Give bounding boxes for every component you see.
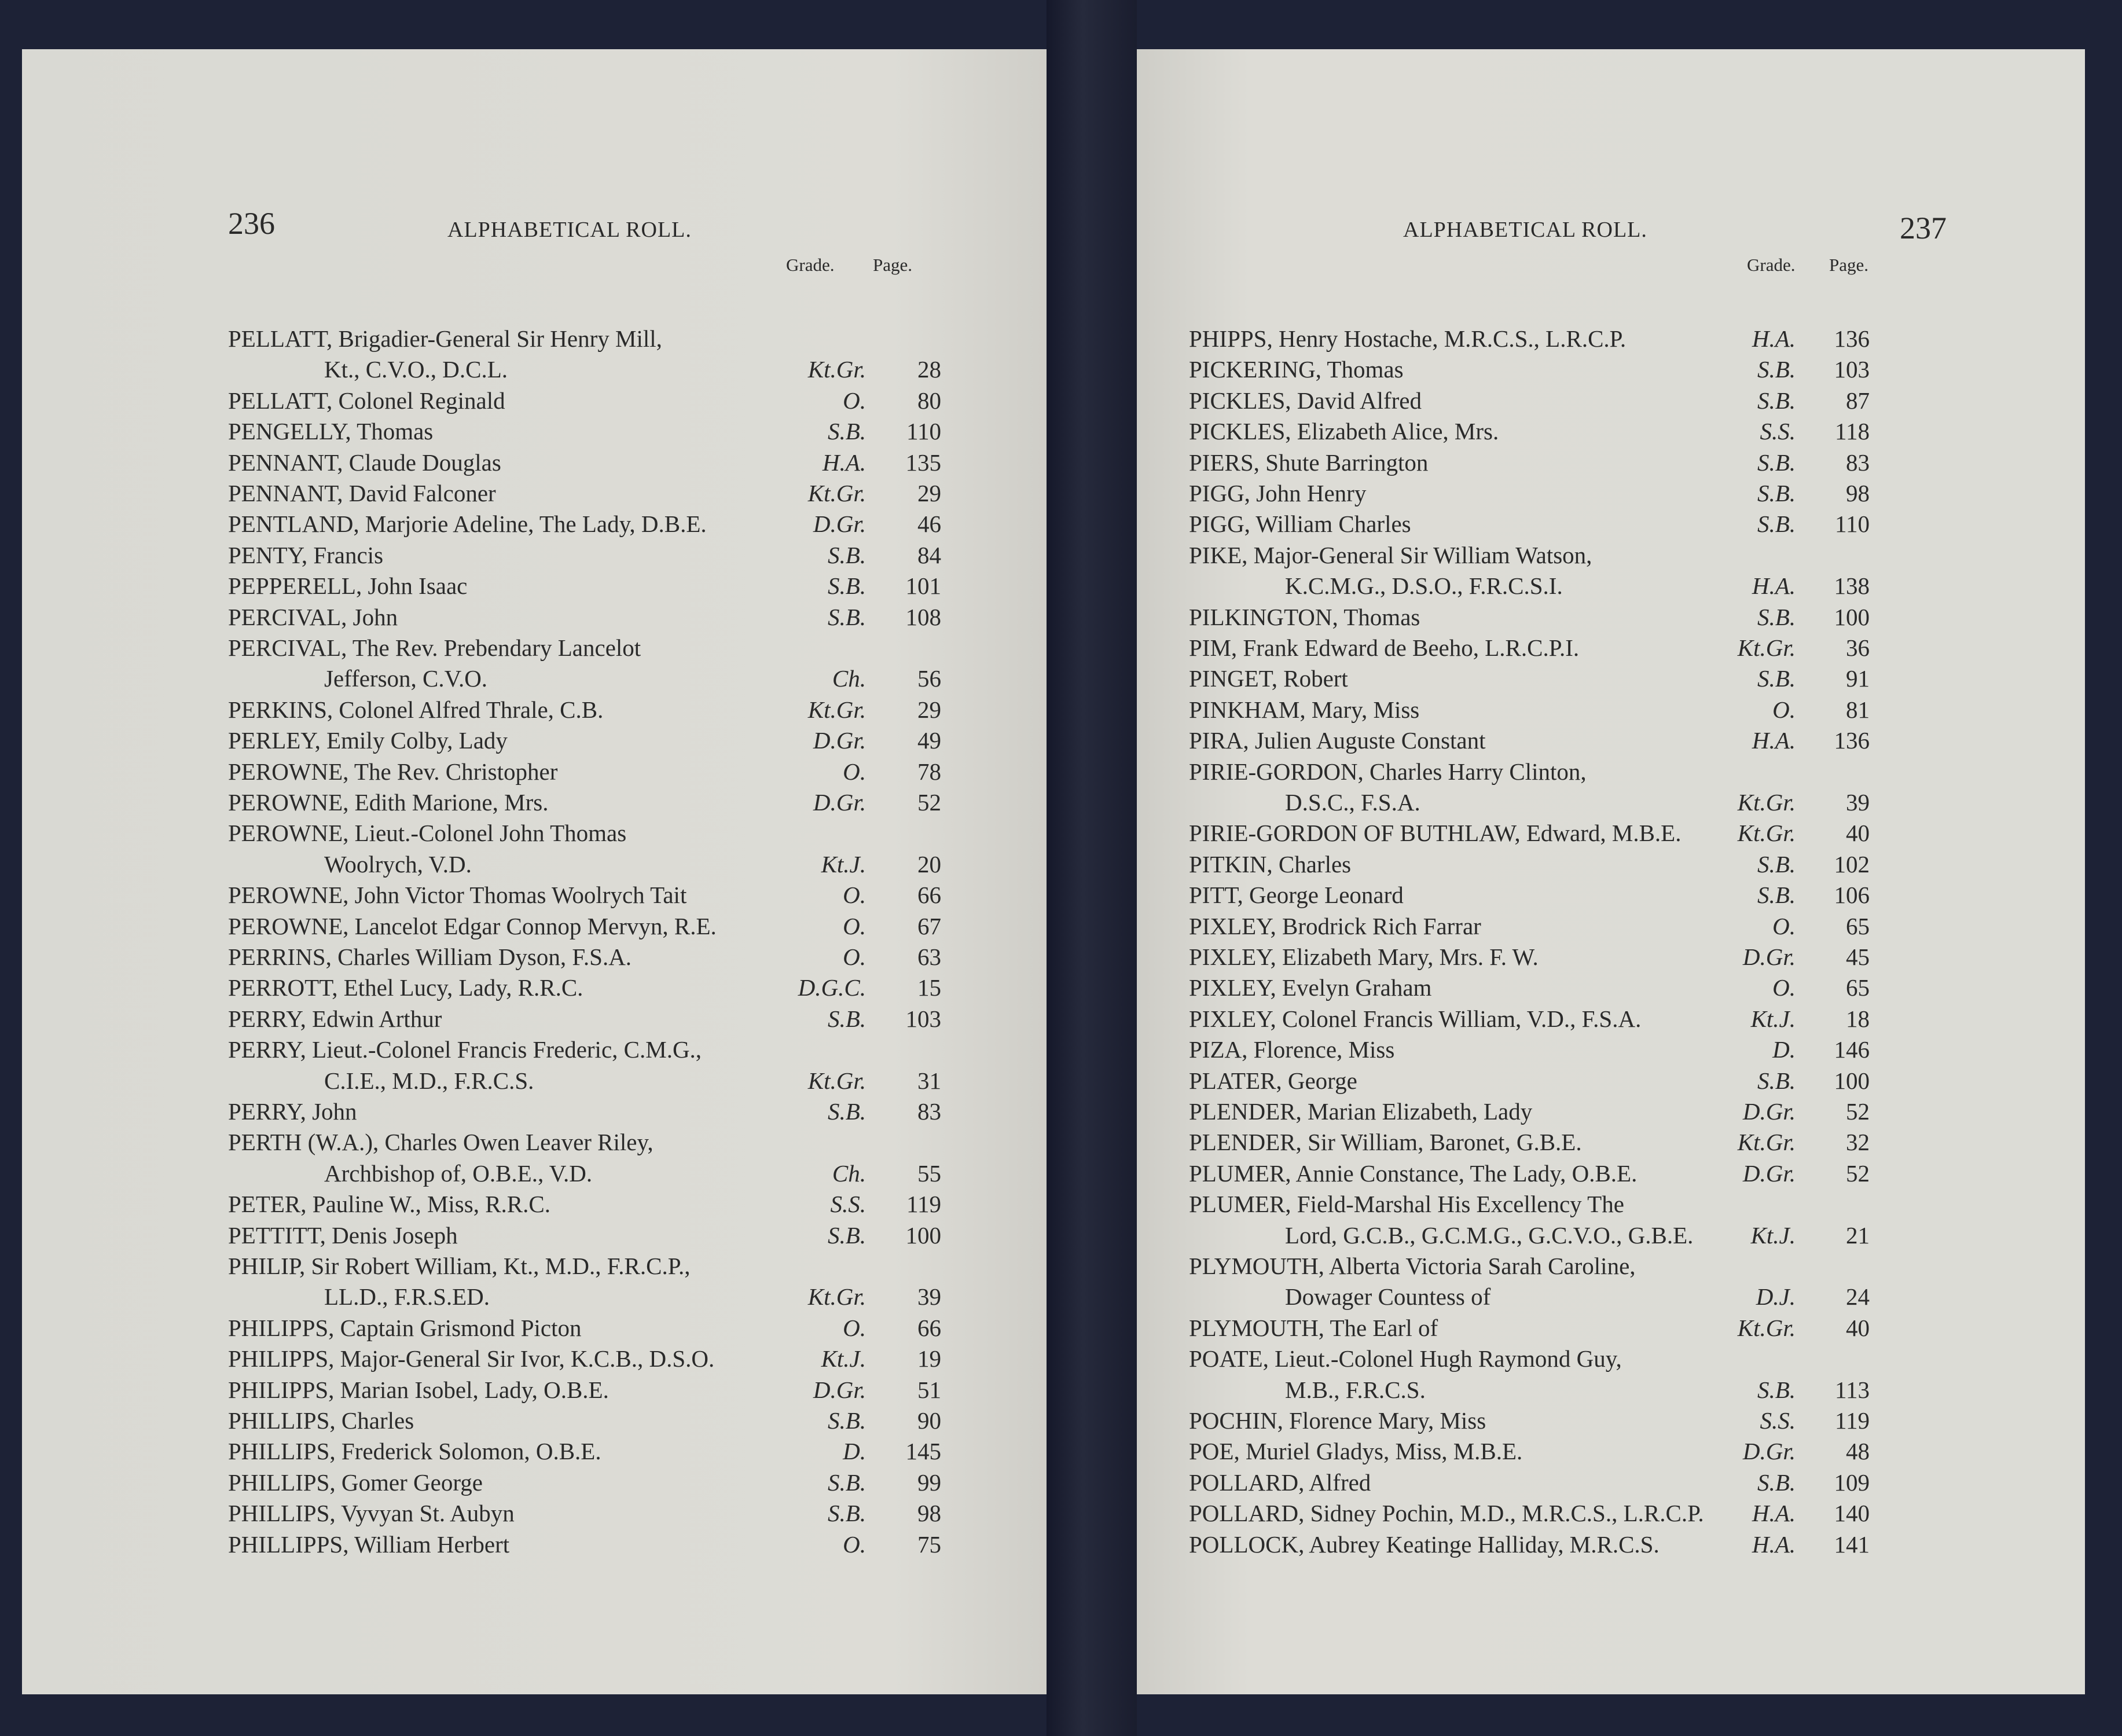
- entry-name: PLENDER, Sir William, Baronet, G.B.E.: [1189, 1129, 1582, 1156]
- entry-page: 100: [1834, 1067, 1870, 1094]
- entry-grade: S.B.: [827, 418, 866, 445]
- entry-name: PELLATT, Colonel Reginald: [228, 387, 505, 414]
- entry-grade: O.: [843, 1314, 866, 1341]
- entry-page: 55: [917, 1159, 941, 1187]
- entry-grade: S.B.: [1757, 850, 1796, 878]
- entry-page: 39: [917, 1283, 941, 1311]
- entry-grade: D.Gr.: [813, 1376, 866, 1403]
- entry-page: 145: [905, 1438, 941, 1465]
- entry-name: PENTY, Francis: [228, 541, 384, 568]
- entry-name: PEROWNE, The Rev. Christopher: [228, 758, 558, 785]
- entry-name: POLLARD, Sidney Pochin, M.D., M.R.C.S., L.R.C.P.: [1189, 1500, 1704, 1527]
- entry-page: 146: [1834, 1036, 1870, 1063]
- entry-page: 66: [917, 882, 941, 909]
- entry-grade: H.A.: [1752, 1531, 1796, 1558]
- entry-name: POLLOCK, Aubrey Keatinge Halliday, M.R.C.S.: [1189, 1531, 1660, 1558]
- left-page: [22, 49, 1047, 1694]
- entry-name: Kt., C.V.O., D.C.L.: [324, 356, 508, 383]
- entry-name: PIXLEY, Colonel Francis William, V.D., F.S.A.: [1189, 1005, 1642, 1032]
- entry-page: 78: [917, 758, 941, 785]
- entry-page: 65: [1846, 974, 1870, 1001]
- entry-grade: Kt.Gr.: [1737, 820, 1796, 847]
- entry-grade: D.Gr.: [1742, 1159, 1796, 1187]
- entry-name: PIXLEY, Evelyn Graham: [1189, 974, 1432, 1001]
- entry-name: PLATER, George: [1189, 1067, 1357, 1094]
- entry-name: PIM, Frank Edward de Beeho, L.R.C.P.I.: [1189, 634, 1580, 661]
- entry-grade: O.: [1772, 912, 1796, 939]
- entry-name: LL.D., F.R.S.ED.: [324, 1283, 490, 1311]
- entry-name: PENGELLY, Thomas: [228, 418, 434, 445]
- entry-page: 80: [917, 387, 941, 414]
- entry-name: PELLATT, Brigadier-General Sir Henry Mill,: [228, 325, 662, 352]
- entry-grade: Kt.Gr.: [1737, 789, 1796, 816]
- entry-grade: Kt.J.: [1750, 1005, 1796, 1032]
- entry-grade: S.B.: [827, 541, 866, 568]
- entry-name: PERRY, John: [228, 1098, 357, 1125]
- entry-page: 110: [1835, 511, 1870, 538]
- entry-page: 49: [917, 727, 941, 754]
- entry-name: PIGG, William Charles: [1189, 511, 1411, 538]
- entry-grade: D.Gr.: [1742, 1098, 1796, 1125]
- entry-name: PIRIE-GORDON, Charles Harry Clinton,: [1189, 758, 1587, 785]
- entry-page: 24: [1846, 1283, 1870, 1311]
- entry-page: 52: [917, 789, 941, 816]
- entry-grade: S.B.: [827, 1469, 866, 1496]
- entry-page: 102: [1834, 850, 1870, 878]
- entry-name: Woolrych, V.D.: [324, 850, 472, 878]
- entry-grade: S.B.: [827, 1005, 866, 1032]
- entry-grade: H.A.: [822, 449, 866, 476]
- entry-name: PHILLIPS, Charles: [228, 1407, 414, 1434]
- entry-name: PENNANT, David Falconer: [228, 480, 496, 507]
- grade-column-heading: Grade.: [1747, 255, 1796, 275]
- running-header: ALPHABETICAL ROLL.: [447, 218, 692, 242]
- entry-grade: H.A.: [1752, 727, 1796, 754]
- entry-page: 19: [917, 1345, 941, 1372]
- entry-page: 20: [917, 850, 941, 878]
- entry-page: 101: [905, 572, 941, 600]
- entry-name: POE, Muriel Gladys, Miss, M.B.E.: [1189, 1438, 1523, 1465]
- entry-page: 56: [917, 665, 941, 692]
- entry-page: 109: [1834, 1469, 1870, 1496]
- entry-name: PHILLIPS, Frederick Solomon, O.B.E.: [228, 1438, 601, 1465]
- entry-page: 36: [1846, 634, 1870, 661]
- entry-page: 31: [917, 1067, 941, 1094]
- entry-name: PINGET, Robert: [1189, 665, 1348, 692]
- entry-name: PIXLEY, Elizabeth Mary, Mrs. F. W.: [1189, 944, 1539, 970]
- entry-page: 136: [1834, 325, 1870, 352]
- entry-name: PINKHAM, Mary, Miss: [1189, 696, 1420, 723]
- entry-grade: H.A.: [1752, 325, 1796, 352]
- entry-page: 40: [1846, 1314, 1870, 1341]
- entry-page: 52: [1846, 1098, 1870, 1125]
- entry-page: 52: [1846, 1159, 1870, 1187]
- entry-page: 21: [1846, 1221, 1870, 1249]
- entry-name: PLUMER, Field-Marshal His Excellency The: [1189, 1191, 1624, 1218]
- entry-name: PETER, Pauline W., Miss, R.R.C.: [228, 1191, 551, 1218]
- entry-name: PENNANT, Claude Douglas: [228, 449, 501, 476]
- entry-grade: D.Gr.: [1742, 944, 1796, 970]
- page-number: 237: [1900, 211, 1947, 245]
- entry-page: 15: [917, 974, 941, 1001]
- entry-grade: Kt.Gr.: [807, 1283, 866, 1311]
- entry-page: 40: [1846, 820, 1870, 847]
- entry-grade: O.: [1772, 696, 1796, 723]
- grade-column-heading: Grade.: [786, 255, 835, 275]
- entry-name: PHILIPPS, Captain Grismond Picton: [228, 1314, 582, 1341]
- entry-page: 90: [917, 1407, 941, 1434]
- entry-name: PERRY, Edwin Arthur: [228, 1005, 442, 1032]
- entry-grade: S.B.: [1757, 480, 1796, 507]
- entry-name: K.C.M.G., D.S.O., F.R.C.S.I.: [1285, 572, 1563, 600]
- entry-grade: S.B.: [1757, 449, 1796, 476]
- entry-name: PILKINGTON, Thomas: [1189, 603, 1420, 630]
- entry-page: 18: [1846, 1005, 1870, 1032]
- entry-page: 108: [905, 603, 941, 630]
- entry-name: PERROTT, Ethel Lucy, Lady, R.R.C.: [228, 974, 583, 1001]
- entry-grade: O.: [843, 882, 866, 909]
- entry-name: PERLEY, Emily Colby, Lady: [228, 727, 508, 754]
- entry-name: POATE, Lieut.-Colonel Hugh Raymond Guy,: [1189, 1345, 1622, 1372]
- entry-page: 91: [1846, 665, 1870, 692]
- entry-page: 81: [1846, 696, 1870, 723]
- entry-name: C.I.E., M.D., F.R.C.S.: [324, 1067, 534, 1094]
- entry-grade: D.Gr.: [813, 727, 866, 754]
- entry-grade: S.B.: [827, 1221, 866, 1249]
- entry-name: PEROWNE, Edith Marione, Mrs.: [228, 789, 549, 816]
- entry-name: PIERS, Shute Barrington: [1189, 449, 1429, 476]
- entry-name: PEROWNE, Lancelot Edgar Connop Mervyn, R.E.: [228, 912, 717, 939]
- entry-name: POLLARD, Alfred: [1189, 1469, 1371, 1496]
- entry-name: POCHIN, Florence Mary, Miss: [1189, 1407, 1486, 1434]
- entry-name: PIZA, Florence, Miss: [1189, 1036, 1395, 1063]
- entry-page: 87: [1846, 387, 1870, 414]
- entry-name: Dowager Countess of: [1285, 1283, 1491, 1311]
- entry-name: PENTLAND, Marjorie Adeline, The Lady, D.B.E.: [228, 511, 707, 538]
- book-spine: [1047, 0, 1137, 1736]
- entry-grade: H.A.: [1752, 572, 1796, 600]
- entry-name: PLYMOUTH, The Earl of: [1189, 1314, 1438, 1341]
- entry-name: PLUMER, Annie Constance, The Lady, O.B.E.: [1189, 1159, 1638, 1187]
- running-header: ALPHABETICAL ROLL.: [1403, 218, 1647, 242]
- entry-name: PETTITT, Denis Joseph: [228, 1221, 458, 1249]
- entry-grade: Kt.J.: [1750, 1221, 1796, 1249]
- entry-grade: O.: [843, 387, 866, 414]
- entry-page: 106: [1834, 882, 1870, 909]
- entry-page: 118: [1835, 418, 1870, 445]
- entry-grade: D.G.C.: [798, 974, 866, 1001]
- entry-name: PIXLEY, Brodrick Rich Farrar: [1189, 912, 1481, 939]
- entry-name: M.B., F.R.C.S.: [1285, 1376, 1426, 1403]
- entry-name: Jefferson, C.V.O.: [324, 665, 488, 692]
- entry-page: 39: [1846, 789, 1870, 816]
- entry-grade: S.B.: [1757, 603, 1796, 630]
- entry-name: PICKLES, David Alfred: [1189, 387, 1422, 414]
- entry-name: PITT, George Leonard: [1189, 882, 1404, 909]
- entry-name: Archbishop of, O.B.E., V.D.: [324, 1159, 593, 1187]
- entry-page: 135: [905, 449, 941, 476]
- entry-grade: Kt.Gr.: [1737, 634, 1796, 661]
- entry-grade: S.B.: [1757, 882, 1796, 909]
- entry-page: 119: [1835, 1407, 1870, 1434]
- entry-grade: Ch.: [832, 1159, 866, 1187]
- entry-name: PERRY, Lieut.-Colonel Francis Frederic, C.M.G.,: [228, 1036, 702, 1063]
- entry-name: PLYMOUTH, Alberta Victoria Sarah Caroline,: [1189, 1253, 1636, 1279]
- entry-page: 138: [1834, 572, 1870, 600]
- entry-name: PEROWNE, John Victor Thomas Woolrych Tait: [228, 882, 687, 909]
- entry-name: PHILLIPS, Gomer George: [228, 1469, 483, 1496]
- entry-name: PEPPERELL, John Isaac: [228, 572, 468, 600]
- entry-name: PERTH (W.A.), Charles Owen Leaver Riley,: [228, 1129, 654, 1156]
- entry-grade: O.: [1772, 974, 1796, 1001]
- entry-name: PIGG, John Henry: [1189, 480, 1367, 507]
- entry-grade: D.Gr.: [1742, 1438, 1796, 1465]
- entry-page: 48: [1846, 1438, 1870, 1465]
- entry-grade: S.B.: [827, 603, 866, 630]
- entry-grade: D.: [1772, 1036, 1796, 1063]
- entry-name: PHILIPPS, Major-General Sir Ivor, K.C.B., D.S.O.: [228, 1345, 715, 1372]
- entry-page: 51: [917, 1376, 941, 1403]
- entry-grade: Kt.Gr.: [807, 480, 866, 507]
- entry-name: PHILLIPPS, William Herbert: [228, 1531, 510, 1558]
- entry-name: PIKE, Major-General Sir William Watson,: [1189, 541, 1592, 568]
- entry-grade: Kt.Gr.: [807, 1067, 866, 1094]
- entry-page: 83: [1846, 449, 1870, 476]
- entry-page: 63: [917, 944, 941, 970]
- entry-grade: S.B.: [1757, 665, 1796, 692]
- entry-name: PERRINS, Charles William Dyson, F.S.A.: [228, 944, 632, 970]
- entry-page: 83: [917, 1098, 941, 1125]
- entry-page: 98: [1846, 480, 1870, 507]
- entry-grade: O.: [843, 758, 866, 785]
- entry-name: PHILIP, Sir Robert William, Kt., M.D., F.R.C.P.,: [228, 1253, 691, 1279]
- entry-page: 32: [1846, 1129, 1870, 1156]
- entry-grade: S.B.: [1757, 387, 1796, 414]
- entry-grade: Kt.J.: [821, 1345, 866, 1372]
- entry-name: PLENDER, Marian Elizabeth, Lady: [1189, 1098, 1533, 1125]
- entry-name: PIRIE-GORDON OF BUTHLAW, Edward, M.B.E.: [1189, 820, 1682, 847]
- entry-page: 136: [1834, 727, 1870, 754]
- entry-name: D.S.C., F.S.A.: [1285, 789, 1420, 816]
- entry-page: 65: [1846, 912, 1870, 939]
- entry-grade: H.A.: [1752, 1500, 1796, 1527]
- entry-grade: D.J.: [1756, 1283, 1796, 1311]
- entry-grade: O.: [843, 944, 866, 970]
- right-page: [1137, 49, 2085, 1694]
- entry-name: PHILLIPS, Vyvyan St. Aubyn: [228, 1500, 515, 1527]
- entry-page: 98: [917, 1500, 941, 1527]
- entry-grade: S.S.: [1760, 418, 1796, 445]
- entry-name: Lord, G.C.B., G.C.M.G., G.C.V.O., G.B.E.: [1285, 1221, 1694, 1249]
- entry-name: PITKIN, Charles: [1189, 850, 1352, 878]
- page-number: 236: [228, 206, 275, 241]
- entry-page: 100: [905, 1221, 941, 1249]
- entry-grade: S.B.: [1757, 1469, 1796, 1496]
- entry-name: PIRA, Julien Auguste Constant: [1189, 727, 1486, 754]
- entry-name: PHILIPPS, Marian Isobel, Lady, O.B.E.: [228, 1376, 609, 1403]
- entry-name: PERKINS, Colonel Alfred Thrale, C.B.: [228, 696, 604, 723]
- entry-page: 75: [917, 1531, 941, 1558]
- entry-page: 141: [1834, 1531, 1870, 1558]
- entry-name: PERCIVAL, John: [228, 603, 398, 630]
- entry-page: 84: [917, 541, 941, 568]
- entry-grade: S.B.: [827, 1500, 866, 1527]
- entry-grade: S.B.: [827, 1407, 866, 1434]
- entry-page: 46: [917, 511, 941, 538]
- entry-name: PERCIVAL, The Rev. Prebendary Lancelot: [228, 634, 641, 661]
- entry-grade: D.: [843, 1438, 866, 1465]
- entry-grade: D.Gr.: [813, 511, 866, 538]
- entry-page: 29: [917, 696, 941, 723]
- entry-grade: Kt.Gr.: [1737, 1314, 1796, 1341]
- entry-page: 103: [1834, 356, 1870, 383]
- entry-grade: Kt.J.: [821, 850, 866, 878]
- entry-page: 103: [905, 1005, 941, 1032]
- entry-page: 99: [917, 1469, 941, 1496]
- entry-grade: Ch.: [832, 665, 866, 692]
- entry-name: PICKERING, Thomas: [1189, 356, 1404, 383]
- entry-page: 45: [1846, 944, 1870, 970]
- entry-grade: Kt.Gr.: [807, 356, 866, 383]
- entry-grade: S.S.: [830, 1191, 866, 1218]
- entry-name: PEROWNE, Lieut.-Colonel John Thomas: [228, 820, 627, 847]
- entry-page: 110: [906, 418, 941, 445]
- page-column-heading: Page.: [873, 255, 913, 275]
- entry-grade: O.: [843, 912, 866, 939]
- entry-grade: S.B.: [1757, 1376, 1796, 1403]
- entry-name: PHIPPS, Henry Hostache, M.R.C.S., L.R.C.P.: [1189, 325, 1627, 352]
- entry-grade: S.B.: [1757, 1067, 1796, 1094]
- entry-name: PICKLES, Elizabeth Alice, Mrs.: [1189, 418, 1499, 445]
- entry-grade: S.B.: [1757, 356, 1796, 383]
- entry-page: 28: [917, 356, 941, 383]
- entry-page: 140: [1834, 1500, 1870, 1527]
- entry-page: 113: [1835, 1376, 1870, 1403]
- entry-page: 67: [917, 912, 941, 939]
- entry-grade: Kt.Gr.: [1737, 1129, 1796, 1156]
- entry-grade: O.: [843, 1531, 866, 1558]
- entry-page: 66: [917, 1314, 941, 1341]
- entry-page: 100: [1834, 603, 1870, 630]
- entry-grade: S.S.: [1760, 1407, 1796, 1434]
- entry-grade: S.B.: [1757, 511, 1796, 538]
- entry-grade: S.B.: [827, 1098, 866, 1125]
- entry-grade: D.Gr.: [813, 789, 866, 816]
- entry-grade: Kt.Gr.: [807, 696, 866, 723]
- entry-grade: S.B.: [827, 572, 866, 600]
- entry-page: 119: [906, 1191, 941, 1218]
- entry-page: 29: [917, 480, 941, 507]
- page-column-heading: Page.: [1829, 255, 1869, 275]
